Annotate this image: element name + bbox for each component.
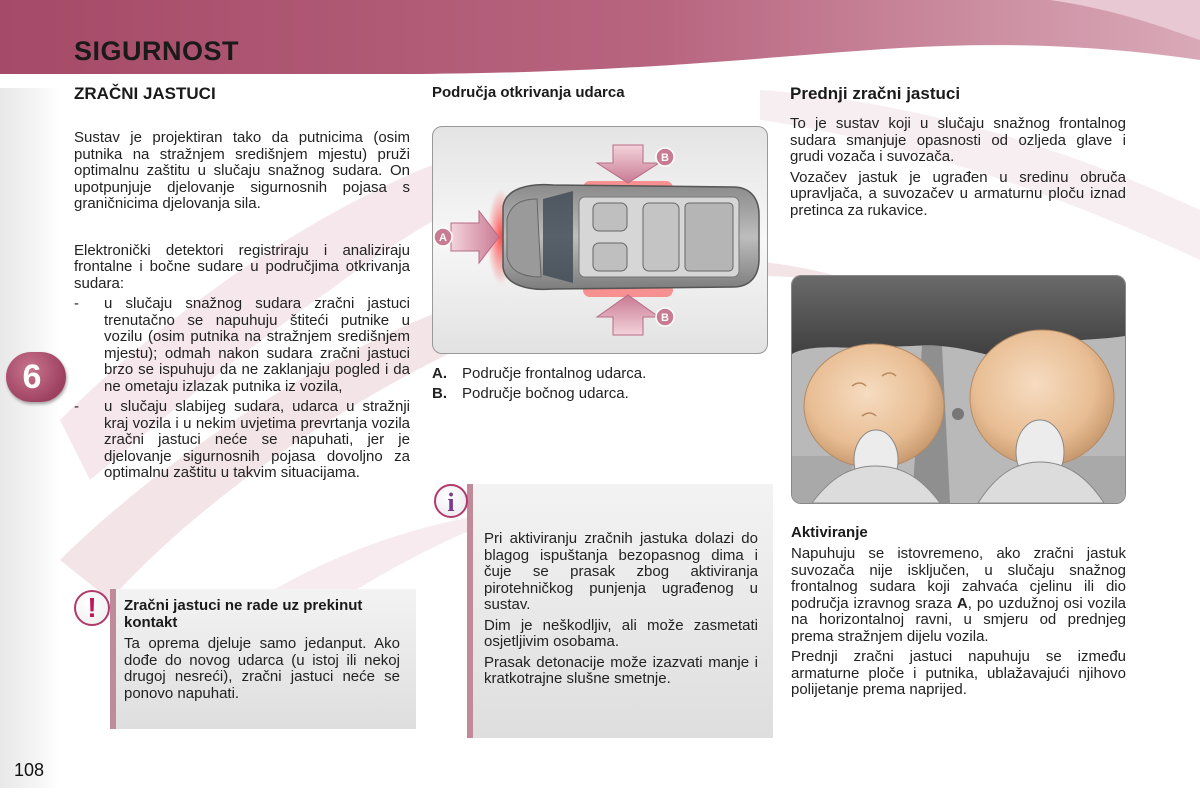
front-airbags-heading: Prednji zračni jastuci bbox=[790, 84, 961, 103]
activation-text-a: Napuhuju se istovremeno, ako zračni jastuk suvozača nije isključen, u slučaju snažnog frontalnog sudara koji zahvaća cjelinu ili dio područja izravnog sraza bbox=[791, 545, 1126, 612]
info-paragraph: Prasak detonacije može izazvati manje i kratkotrajne slušne smetnje. bbox=[484, 653, 758, 687]
detection-section bbox=[432, 84, 768, 101]
impact-list bbox=[74, 296, 410, 482]
front-paragraph-2: Vozačev jastuk je ugrađen u sredinu obruča upravljača, a suvozačev u armaturnu ploču iznad pretinca za rukavice. bbox=[790, 168, 1126, 219]
impact-legend bbox=[432, 364, 768, 404]
legend-text: Područje bočnog udarca. bbox=[462, 385, 629, 402]
impact-zones-diagram bbox=[432, 126, 768, 354]
detectors-paragraph: Elektronički detektori registriraju i analiziraju frontalne i bočne sudare u područjima otkrivanja sudara: bbox=[74, 241, 410, 292]
legend-key: A. bbox=[432, 365, 447, 382]
car-top-view-illustration bbox=[433, 127, 767, 353]
airbags-heading: ZRAČNI JASTUCI bbox=[74, 84, 216, 103]
deployed-airbags-image bbox=[792, 276, 1125, 503]
marker-b-bottom: B bbox=[661, 312, 669, 324]
side-margin-strip bbox=[0, 88, 58, 788]
activation-paragraph-2: Prednji zračni jastuci napuhuju se između armaturne ploče i putnika, ublažavajući njihovo polijetanje prema naprijed. bbox=[791, 648, 1126, 698]
info-paragraph: Dim je neškodljiv, ali može zasmetati osjetljivim osobama. bbox=[484, 616, 758, 650]
warning-icon: ! bbox=[74, 590, 110, 626]
front-paragraph-1: To je sustav koji u slučaju snažnog frontalnog sudara smanjuje opasnosti od ozljeda glave i grudi vozača i suvozača. bbox=[790, 115, 1126, 165]
warning-text: Ta oprema djeluje samo jedanput. Ako dođe do novog udarca (u istoj ili nekoj drugoj nesreći), zračni jastuci neće se ponovo napuhati. bbox=[124, 635, 400, 702]
legend-key: B. bbox=[432, 385, 447, 402]
info-text bbox=[484, 531, 758, 692]
legend-text: Područje frontalnog udarca. bbox=[462, 365, 647, 382]
activation-paragraph-1 bbox=[791, 546, 1126, 645]
activation-zone-label: A bbox=[956, 594, 968, 612]
chapter-tab: 6 bbox=[6, 352, 66, 402]
activation-text-b: , po uzdužnoj osi vozila na horizontalnoj ravni, u smjeru od prednjeg prema stražnjem dijelu vozila. bbox=[791, 594, 1127, 645]
page-number: 108 bbox=[14, 760, 45, 780]
list-item: - u slučaju snažnog sudara zračni jastuci trenutačno se napuhuju štiteći putnike u vozilu (osim putnika na stražnjem središnjem mjestu); odmah nakon sudara zračni jastuci brzo se ispuhuju da ne zaklanjaju pogled i da ne ometaju izlazak putnika iz vozila, bbox=[74, 296, 410, 395]
page-title: SIGURNOST bbox=[74, 36, 240, 66]
info-paragraph: Pri aktiviranju zračnih jastuka dolazi do blagog ispuštanja bezopasnog dima i čuje se prasak zbog aktiviranja pirotehničkog punjenja ugrađenog u sustav. bbox=[484, 530, 758, 613]
legend-item-a bbox=[432, 364, 768, 384]
warning-title: Zračni jastuci ne rade uz prekinut kontakt bbox=[124, 597, 363, 631]
list-item: - u slučaju slabijeg sudara, udarca u stražnji kraj vozila i u nekim uvjetima prevrtanja vozila zračni jastuci neće se napuhati, jer je djelovanje sigurnosnih pojasa dovoljno za optimalnu zaštitu u takvim situacijama. bbox=[74, 399, 410, 482]
legend-item-b bbox=[432, 384, 768, 404]
detection-heading: Područja otkrivanja udarca bbox=[432, 84, 625, 101]
airbags-intro: Sustav je projektiran tako da putnicima (osim putnika na stražnjem središnjem mjestu) pruži optimalnu zaštitu u slučaju snažnog sudara. On upotpunjuje djelovanje sigurnosnih pojasa s graničnicima djelovanja sila. bbox=[74, 129, 410, 212]
marker-a: A bbox=[439, 232, 447, 244]
airbags-section bbox=[74, 84, 410, 486]
marker-b-top: B bbox=[661, 152, 669, 164]
front-airbags-section bbox=[790, 84, 1126, 223]
activation-section bbox=[791, 524, 1126, 703]
info-icon: i bbox=[434, 484, 468, 518]
airbags-illustration bbox=[791, 275, 1126, 504]
activation-heading: Aktiviranje bbox=[791, 524, 868, 541]
